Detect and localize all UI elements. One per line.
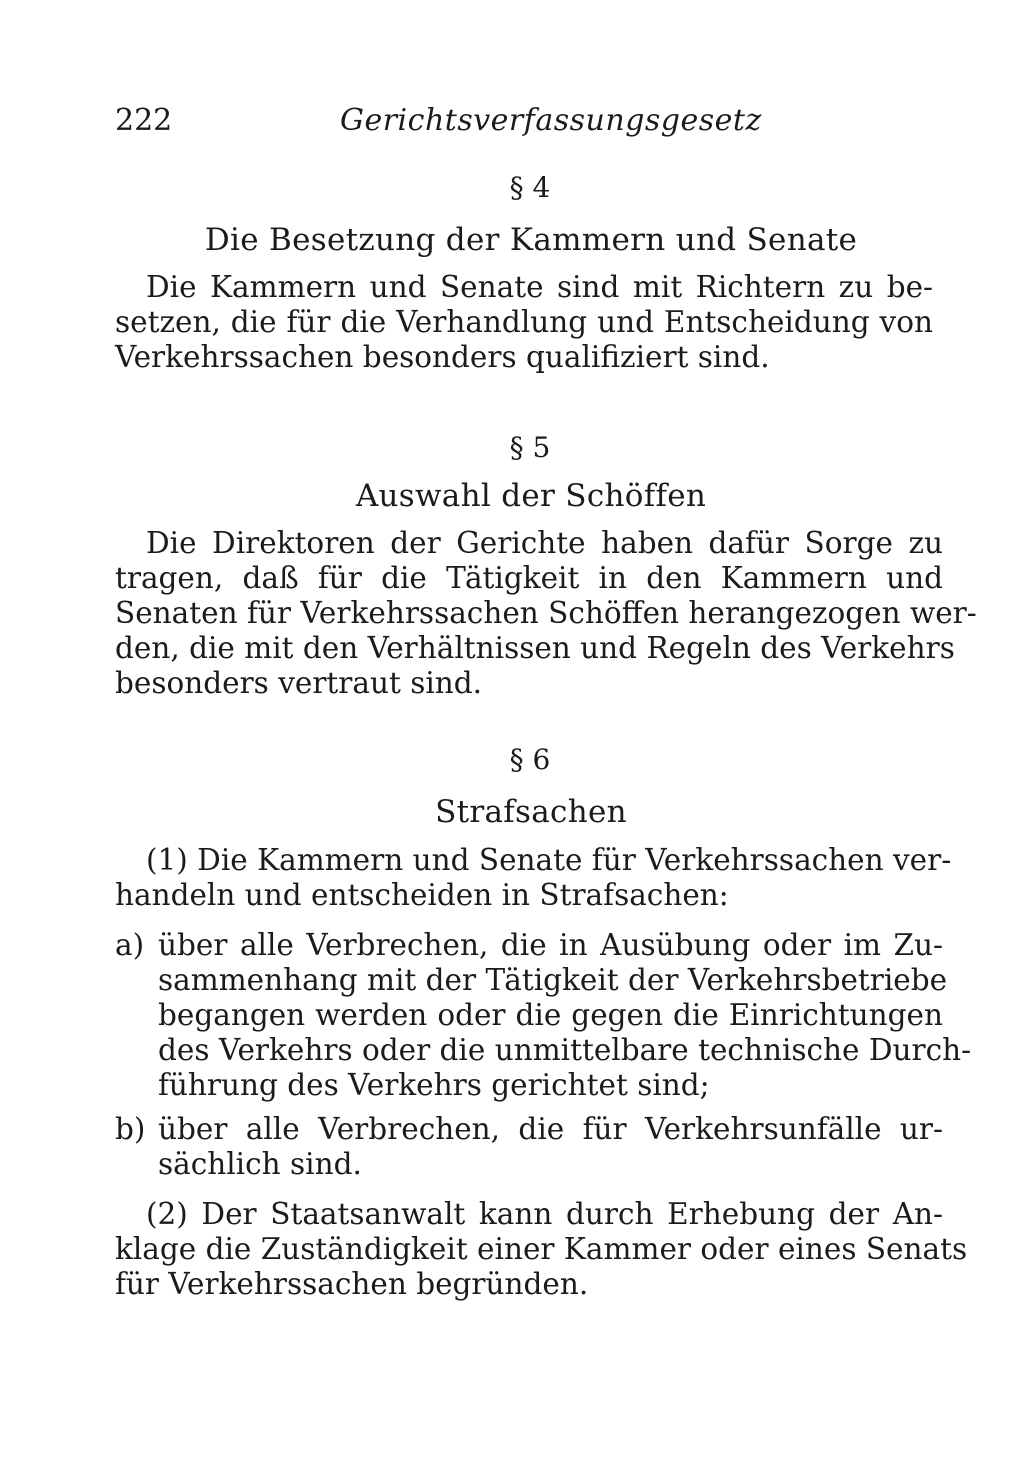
section-5-line: tragen, daß für die Tätigkeit in den Kammern und — [115, 561, 943, 595]
item-a-line: über alle Verbrechen, die in Ausübung oder im Zu- — [158, 928, 943, 962]
section-5-sign: § 5 — [509, 431, 551, 464]
section-6-title: Strafsachen — [435, 794, 627, 830]
section-6-para1-line: handeln und entscheiden in Strafsachen: — [115, 878, 729, 912]
section-4-line: Verkehrssachen besonders qualifiziert sind. — [115, 340, 770, 374]
item-a-line: sammenhang mit der Tätigkeit der Verkehrsbetriebe — [158, 963, 948, 997]
page-number: 222 — [115, 103, 173, 138]
section-6-para2-line: für Verkehrssachen begründen. — [115, 1267, 589, 1301]
running-title: Gerichtsverfassungsgesetz — [340, 103, 762, 138]
item-a-line: des Verkehrs oder die unmittelbare technische Durch- — [158, 1033, 972, 1067]
section-5-line: den, die mit den Verhältnissen und Regeln des Verkehrs — [115, 631, 955, 665]
section-6-para1-line: (1) Die Kammern und Senate für Verkehrssachen ver- — [146, 843, 952, 877]
item-b-label: b) — [115, 1112, 146, 1146]
section-6-para2-line: klage die Zuständigkeit einer Kammer oder eines Senats — [115, 1232, 968, 1266]
section-6-para2-line: (2) Der Staatsanwalt kann durch Erhebung der An- — [146, 1197, 943, 1231]
section-5-line: Die Direktoren der Gerichte haben dafür Sorge zu — [146, 526, 943, 560]
section-4-sign: § 4 — [509, 171, 551, 204]
item-b-line: sächlich sind. — [158, 1147, 362, 1181]
item-b-line: über alle Verbrechen, die für Verkehrsunfälle ur- — [158, 1112, 943, 1146]
section-4-title: Die Besetzung der Kammern und Senate — [204, 222, 858, 258]
section-4-line: setzen, die für die Verhandlung und Entscheidung von — [115, 305, 933, 339]
section-5-title: Auswahl der Schöffen — [355, 478, 707, 514]
section-6-sign: § 6 — [509, 743, 551, 776]
item-a-label: a) — [115, 928, 145, 962]
section-4-line: Die Kammern und Senate sind mit Richtern zu be- — [146, 270, 933, 304]
item-a-line: begangen werden oder die gegen die Einrichtungen — [158, 998, 943, 1032]
item-a-line: führung des Verkehrs gerichtet sind; — [158, 1068, 710, 1102]
section-5-line: besonders vertraut sind. — [115, 666, 483, 700]
section-5-line: Senaten für Verkehrssachen Schöffen herangezogen wer- — [115, 596, 977, 630]
